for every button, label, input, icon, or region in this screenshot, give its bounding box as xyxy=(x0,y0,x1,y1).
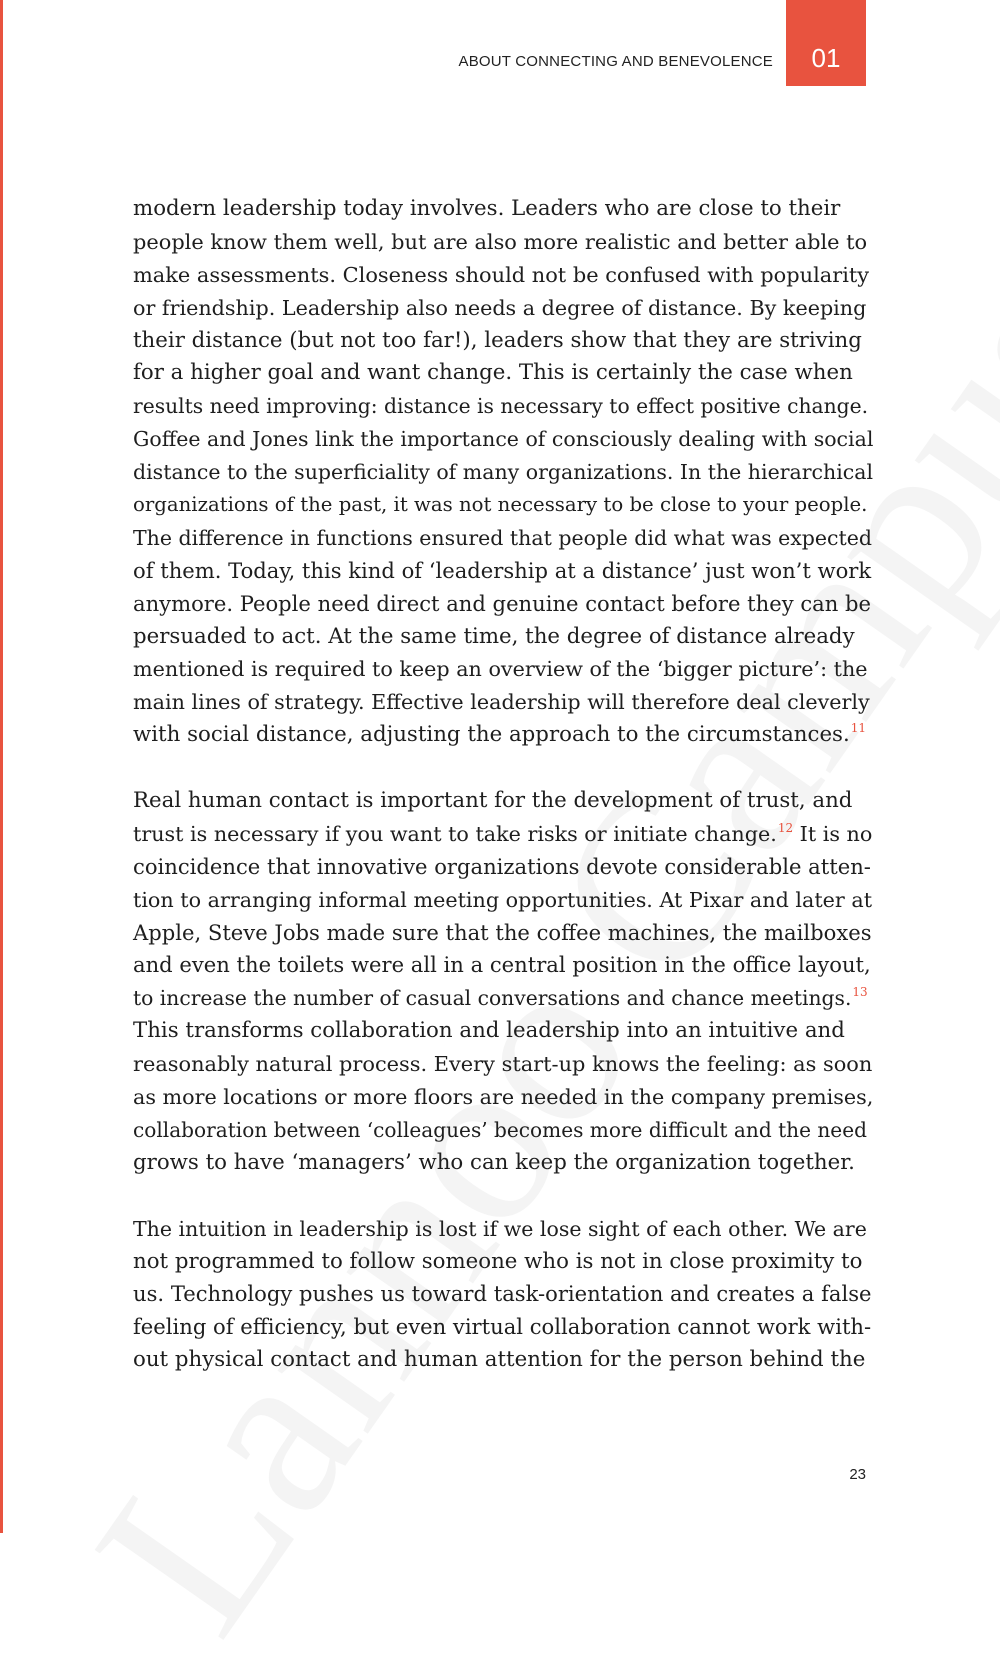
text-line xyxy=(133,357,873,390)
line-text: collaboration between ‘colleagues’ becomes more difficult and the need xyxy=(133,1117,867,1142)
text-line xyxy=(133,325,873,358)
line-text: to increase the number of casual conversations and chance meetings. xyxy=(133,986,852,1011)
line-text: distance to the superficiality of many organizations. In the hierarchical xyxy=(133,460,874,485)
line-text: trust is necessary if you want to take risks or initiate change. xyxy=(133,821,777,846)
line-text: and even the toilets were all in a central position in the office layout, xyxy=(133,952,871,978)
line-text: grows to have ‘managers’ who can keep the organization together. xyxy=(133,1149,855,1175)
line-text: modern leadership today involves. Leaders who are close to their xyxy=(133,196,841,221)
text-line xyxy=(133,1081,873,1114)
line-text: organizations of the past, it was not necessary to be close to your people. xyxy=(133,493,868,517)
text-line xyxy=(133,292,873,325)
text-line xyxy=(133,653,873,686)
text-line xyxy=(133,522,873,555)
line-text: coincidence that innovative organizations devote considerable atten- xyxy=(133,853,871,879)
chapter-tab xyxy=(786,0,866,86)
line-text: reasonably natural process. Every start-up knows the feeling: as soon xyxy=(133,1052,873,1077)
line-text-continued: It is no xyxy=(793,821,873,846)
chapter-number: 01 xyxy=(811,43,841,73)
text-line xyxy=(133,1147,873,1180)
line-text: The intuition in leadership is lost if we lose sight of each other. We are xyxy=(133,1216,867,1241)
text-line xyxy=(133,851,873,884)
line-text: The difference in functions ensured that people did what was expected xyxy=(133,525,873,550)
line-text: results need improving: distance is necessary to effect positive change. xyxy=(133,394,869,419)
text-line xyxy=(133,259,873,292)
line-text: of them. Today, this kind of ‘leadership at a distance’ just won’t work xyxy=(133,557,872,583)
line-text: feeling of efficiency, but even virtual collaboration cannot work with- xyxy=(133,1314,872,1340)
text-line xyxy=(133,1246,873,1279)
line-text: anymore. People need direct and genuine contact before they can be xyxy=(133,590,871,616)
footnote-reference[interactable]: 12 xyxy=(777,820,794,835)
paragraph xyxy=(133,785,873,1180)
footnote-reference[interactable]: 13 xyxy=(852,985,868,1000)
line-text: Goffee and Jones link the importance of consciously dealing with social xyxy=(133,427,874,452)
text-line xyxy=(133,588,873,621)
line-text: main lines of strategy. Effective leadership will therefore deal cleverly xyxy=(133,690,870,715)
line-text: us. Technology pushes us toward task-orientation and creates a false xyxy=(133,1281,872,1307)
paragraph xyxy=(133,193,873,752)
running-head: ABOUT CONNECTING AND BENEVOLENCE xyxy=(458,53,773,70)
text-line xyxy=(133,489,873,522)
line-text: make assessments. Closeness should not be confused with popularity xyxy=(133,262,870,287)
page-edge-accent xyxy=(0,0,3,1533)
body-text xyxy=(133,193,873,1410)
text-line xyxy=(133,1278,873,1311)
text-line xyxy=(133,719,873,752)
text-line xyxy=(133,1213,873,1246)
text-line xyxy=(133,785,873,818)
line-text: as more locations or more floors are needed in the company premises, xyxy=(133,1085,874,1110)
text-line xyxy=(133,1344,873,1377)
text-line xyxy=(133,686,873,719)
text-line xyxy=(133,390,873,423)
line-text: or friendship. Leadership also needs a degree of distance. By keeping xyxy=(133,295,867,320)
text-line xyxy=(133,1114,873,1147)
text-line xyxy=(133,621,873,654)
footnote-reference[interactable]: 11 xyxy=(850,721,867,736)
line-text: with social distance, adjusting the approach to the circumstances. xyxy=(133,722,850,748)
text-line xyxy=(133,193,873,226)
line-text: Apple, Steve Jobs made sure that the coffee machines, the mailboxes xyxy=(133,919,872,945)
line-text: tion to arranging informal meeting opportunities. At Pixar and later at xyxy=(133,887,873,912)
line-text: not programmed to follow someone who is not in close proximity to xyxy=(133,1248,863,1274)
text-line xyxy=(133,982,873,1015)
line-text: out physical contact and human attention for the person behind the xyxy=(133,1347,866,1373)
line-text: mentioned is required to keep an overview of the ‘bigger picture’: the xyxy=(133,657,868,682)
text-line xyxy=(133,555,873,588)
page-number: 23 xyxy=(849,1466,866,1483)
text-line xyxy=(133,226,873,259)
text-line xyxy=(133,818,873,851)
text-line xyxy=(133,423,873,456)
line-text: Real human contact is important for the development of trust, and xyxy=(133,788,853,814)
text-line xyxy=(133,917,873,950)
line-text: for a higher goal and want change. This is certainly the case when xyxy=(133,360,853,386)
text-line xyxy=(133,949,873,982)
text-line xyxy=(133,1048,873,1081)
line-text: This transforms collaboration and leadership into an intuitive and xyxy=(133,1018,845,1044)
line-text: persuaded to act. At the same time, the degree of distance already xyxy=(133,623,855,649)
text-line xyxy=(133,1015,873,1048)
paragraph xyxy=(133,1213,873,1377)
line-text: their distance (but not too far!), leaders show that they are striving xyxy=(133,327,862,353)
text-line xyxy=(133,884,873,917)
text-line xyxy=(133,1311,873,1344)
text-line xyxy=(133,456,873,489)
line-text: people know them well, but are also more realistic and better able to xyxy=(133,229,868,254)
